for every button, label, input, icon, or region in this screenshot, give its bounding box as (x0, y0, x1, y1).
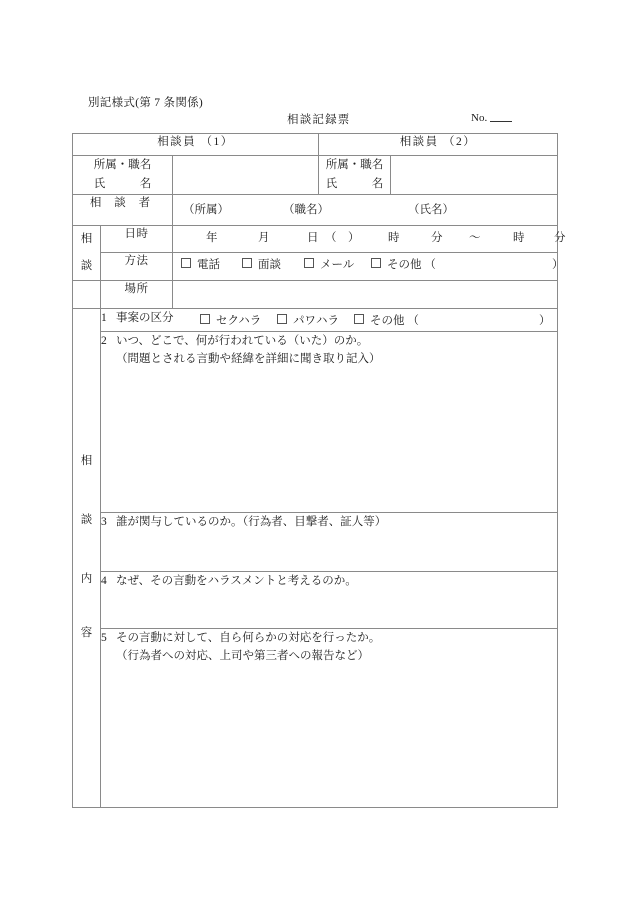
consultant-2-value-cell[interactable] (391, 156, 558, 195)
content-vertical-chars (73, 309, 100, 807)
content-item-1[interactable] (101, 308, 558, 331)
method-option-other[interactable] (371, 257, 436, 274)
consultation-method-row (73, 253, 558, 281)
content-item-3-row (73, 512, 558, 571)
consultee-name-placeholder: （氏名） (408, 203, 454, 216)
content-item-5-number: 5 (101, 631, 107, 644)
content-vertical-char-2: 談 (80, 513, 93, 526)
form-reference: 別記様式(第 7 条関係) (88, 97, 204, 109)
content-vertical-char-1: 相 (80, 454, 93, 467)
method-option-phone[interactable] (181, 257, 220, 274)
category-option-other-label: その他 （ (370, 314, 419, 327)
category-option-power-harassment-label: パワハラ (293, 314, 339, 327)
content-vertical-char-3: 内 (80, 572, 93, 585)
method-option-interview-label: 面談 (258, 259, 281, 272)
consultant-heading-row (73, 134, 558, 156)
content-item-2-number: 2 (101, 334, 107, 347)
method-option-other-label: その他 （ (387, 259, 436, 272)
content-item-4[interactable] (101, 571, 558, 628)
consultant-1-value-cell[interactable] (173, 156, 319, 195)
content-item-4-text: なぜ、その言動をハラスメントと考えるのか。 (116, 574, 357, 587)
datetime-day: 日 (307, 231, 319, 244)
checkbox-icon[interactable] (200, 314, 210, 324)
consultation-datetime-row (73, 225, 558, 253)
checkbox-icon[interactable] (354, 314, 364, 324)
category-option-power-harassment[interactable] (277, 313, 339, 330)
consultation-vertical-char-2: 談 (80, 259, 93, 272)
category-option-sexual-harassment[interactable] (200, 313, 261, 330)
serial-label: No. (471, 112, 488, 124)
consultee-position-placeholder: （職名） (283, 203, 329, 216)
content-item-3-text: 誰が関与しているのか。（行為者、目撃者、証人等） (116, 515, 387, 528)
content-item-5-text: その言動に対して、自ら何らかの対応を行ったか。 (116, 631, 381, 644)
consultant-fields-row (73, 156, 558, 195)
consultation-vertical-label (73, 225, 101, 280)
category-other-close-paren: ） (539, 314, 551, 327)
content-item-3-line (101, 513, 557, 531)
content-item-2-sub: （問題とされる言動や経緯を詳細に聞き取り記入） (116, 353, 381, 366)
method-other-close-paren: ） (552, 259, 564, 272)
place-value-cell[interactable] (173, 280, 558, 308)
consultation-vertical-char-1: 相 (80, 232, 93, 245)
consultant-2-affiliation-label: 所属・職名 (325, 159, 384, 171)
place-label: 場所 (101, 280, 173, 308)
consultant-2-heading: 相談員 （2） (319, 134, 558, 156)
consultee-affiliation-placeholder: （所属） (183, 203, 229, 216)
consultant-2-name-label: 氏 名 (325, 177, 384, 190)
datetime-year: 年 (206, 231, 218, 244)
method-option-email[interactable] (304, 257, 354, 274)
method-option-phone-label: 電話 (197, 259, 220, 272)
consultant-2-labels (319, 156, 391, 195)
datetime-start-minute: 分 (431, 231, 443, 244)
datetime-label: 日時 (101, 225, 173, 253)
consultee-row (73, 194, 558, 225)
content-item-4-row (73, 571, 558, 628)
serial-number-field[interactable] (471, 112, 512, 124)
datetime-end-minute: 分 (554, 231, 566, 244)
content-item-2-text: いつ、どこで、何が行われている（いた）のか。 (116, 334, 369, 347)
consultee-fields[interactable] (173, 194, 558, 225)
content-item-5-row (73, 628, 558, 807)
checkbox-icon[interactable] (181, 258, 191, 268)
page-title: 相談記録票 (287, 114, 351, 126)
consultation-spacer-cell (73, 280, 101, 308)
checkbox-icon[interactable] (371, 258, 381, 268)
content-item-2-row (73, 331, 558, 512)
content-item-5[interactable] (101, 628, 558, 807)
content-item-1-text: 事案の区分 (116, 311, 174, 324)
checkbox-icon[interactable] (277, 314, 287, 324)
content-item-1-number: 1 (101, 311, 107, 324)
category-option-sexual-harassment-label: セクハラ (216, 314, 262, 327)
content-item-5-line (101, 629, 557, 647)
method-label: 方法 (101, 253, 173, 281)
consultant-1-heading: 相談員 （1） (73, 134, 319, 156)
content-item-3-number: 3 (101, 515, 107, 528)
method-option-email-label: メール (320, 259, 355, 272)
serial-input-line[interactable] (490, 121, 512, 122)
content-item-1-row (73, 308, 558, 331)
datetime-fields[interactable] (173, 225, 566, 253)
content-item-4-number: 4 (101, 574, 107, 587)
consultation-place-row (73, 280, 558, 308)
datetime-start-hour: 時 (388, 231, 400, 244)
consultant-1-name-label: 氏 名 (93, 177, 152, 190)
datetime-weekday: （ ） (325, 231, 360, 244)
content-item-2-line (101, 332, 557, 350)
method-option-interview[interactable] (242, 257, 281, 274)
category-option-other[interactable] (354, 313, 419, 330)
checkbox-icon[interactable] (304, 258, 314, 268)
content-item-2[interactable] (101, 331, 558, 512)
content-vertical-label (73, 308, 101, 807)
content-item-5-sub: （行為者への対応、上司や第三者への報告など） (116, 650, 369, 663)
consultee-label: 相 談 者 (73, 194, 173, 225)
datetime-month: 月 (258, 231, 270, 244)
content-vertical-char-4: 容 (80, 626, 93, 639)
consultant-1-labels (73, 156, 173, 195)
content-item-4-line (101, 572, 557, 590)
method-options[interactable] (173, 253, 564, 281)
checkbox-icon[interactable] (242, 258, 252, 268)
consultant-1-affiliation-label: 所属・職名 (93, 159, 152, 171)
datetime-range-tilde: ～ (469, 231, 481, 244)
content-item-3[interactable] (101, 512, 558, 571)
datetime-end-hour: 時 (513, 231, 525, 244)
consultation-record-table (72, 133, 566, 808)
